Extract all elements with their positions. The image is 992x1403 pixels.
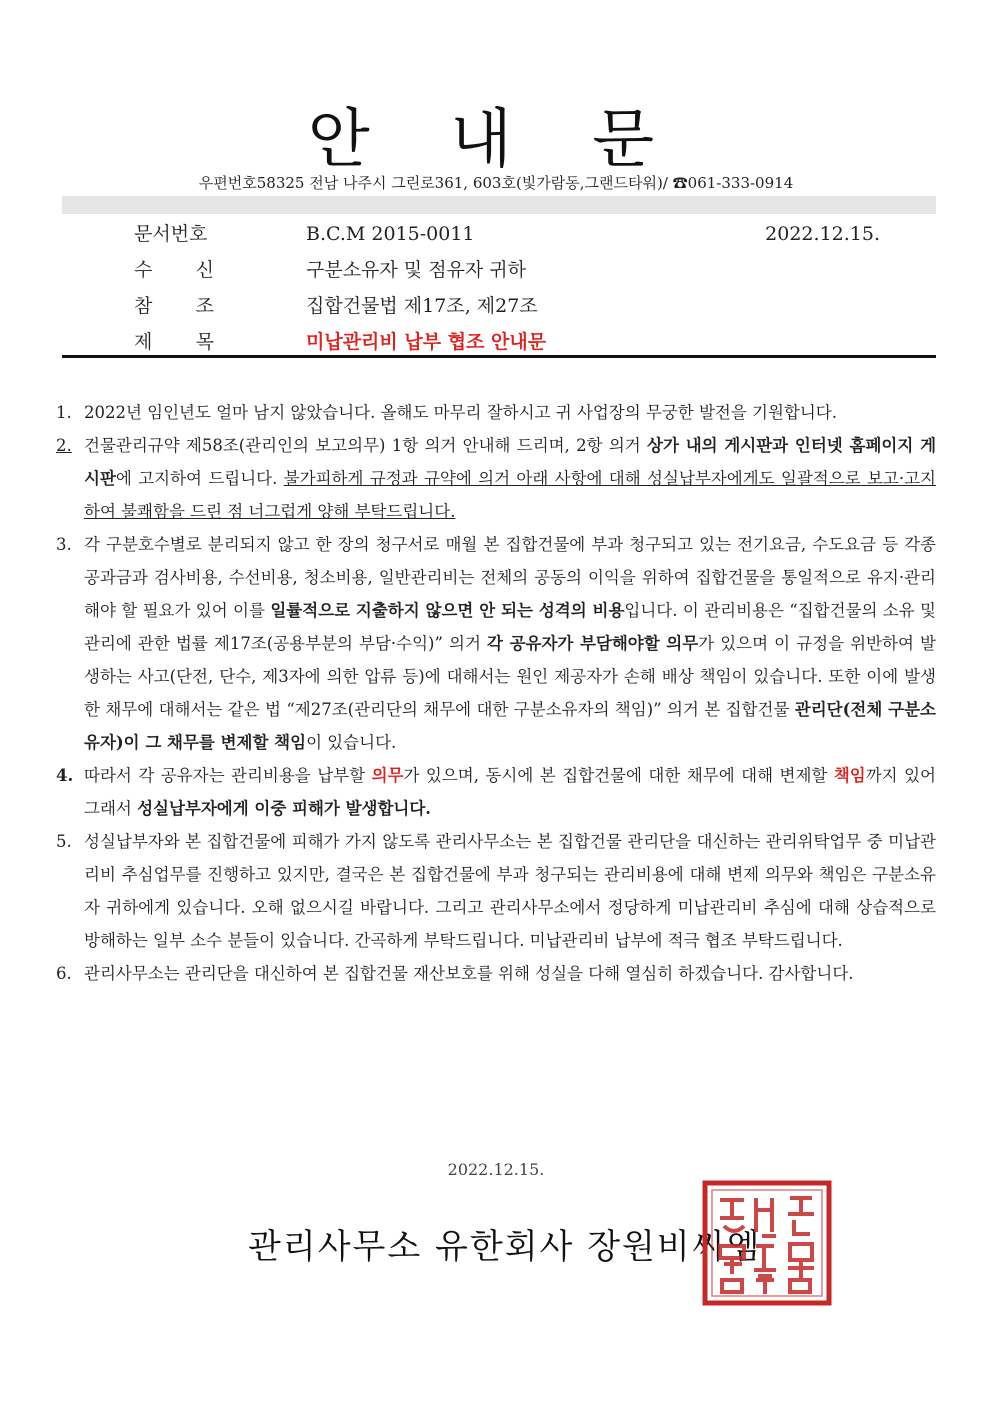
meta-row-recipient (62, 252, 936, 288)
meta-row-doc-no (62, 216, 936, 252)
notice-item-4: 4. 따라서 각 공유자는 관리비용을 납부할 의무가 있으며, 동시에 본 집합건물에 대한 채무에 대해 변제할 책임까지 있어 그래서 성실납부자에게 이중 피해가 발생합니다. (56, 759, 936, 825)
notice-item-5: 5. 성실납부자와 본 집합건물에 피해가 가지 않도록 관리사무소는 본 집합건물 관리단을 대신하는 관리위탁업무 중 미납관리비 추심업무를 진행하고 있지만, 결국은 본 집합건물에 부과 청구되는 관리비용에 대해 변제 의무와 책임은 구분소유자 귀하에게 있습니다. 오해 없으시길 바랍니다. 그리고 관리사무소에서 정당하게 미납관리비 추심에 대해 상습적으로 방해하는 일부 소수 분들이 있습니다. 간곡하게 부탁드립니다. 미납관리비 납부에 적극 협조 부탁드립니다. (56, 825, 936, 957)
doc-no-label: 문서번호 (134, 223, 208, 245)
item-number: 6. (56, 964, 72, 983)
header-band (62, 196, 936, 214)
item-number: 2. (56, 436, 72, 455)
notice-body (56, 396, 936, 990)
item-number: 1. (56, 403, 72, 422)
item-number: 3. (56, 535, 72, 554)
subject-value: 미납관리비 납부 협조 안내문 (306, 331, 547, 353)
notice-item-6: 6. 관리사무소는 관리단을 대신하여 본 집합건물 재산보호를 위해 성실을 다해 열심히 하겠습니다. 감사합니다. (56, 957, 936, 990)
footer-date: 2022.12.15. (447, 1160, 545, 1179)
doc-date: 2022.12.15. (765, 223, 880, 245)
official-seal-stamp (702, 1180, 832, 1306)
meta-row-reference (62, 288, 936, 324)
signer-name: 관리사무소 유한회사 장원비씨엠 (248, 1227, 762, 1267)
doc-no-value: B.C.M 2015-0011 (306, 223, 475, 245)
sender-address: 우편번호58325 전남 나주시 그린로361, 603호(빛가람동,그랜드타워)/ ☎061-333-0914 (198, 174, 794, 192)
recipient-value: 구분소유자 및 점유자 귀하 (306, 259, 527, 281)
document-title: 안 내 문 (307, 103, 685, 177)
notice-item-3: 3. 각 구분호수별로 분리되지 않고 한 장의 청구서로 매월 본 집합건물에 부과 청구되고 있는 전기요금, 수도요금 등 각종 공과금과 검사비용, 수선비용, 청소비용, 일반관리비는 전체의 공동의 이익을 위하여 집합건물을 통일적으로 유지·관리해야 할 필요가 있어 이를 일률적으로 지출하지 않으면 안 되는 성격의 비용입니다. 이 관리비용은 “집합건물의 소유 및 관리에 관한 법률 제17조(공용부분의 부담·수익)” 의거 각 공유자가 부담해야할 의무가 있으며 이 규정을 위반하여 발생하는 사고(단전, 단수, 제3자에 의한 압류 등)에 대해서는 원인 제공자가 손해 배상 책임이 있습니다. 또한 이에 발생한 채무에 대해서는 같은 법 “제27조(관리단의 채무에 대한 구분소유자의 책임)” 의거 본 집합건물 관리단(전체 구분소유자)이 그 채무를 변제할 책임이 있습니다. (56, 528, 936, 759)
document-meta-table (62, 216, 936, 360)
reference-value: 집합건물법 제17조, 제27조 (306, 295, 538, 317)
subject-label: 제 목 (134, 331, 214, 353)
item-number: 4. (56, 766, 74, 785)
reference-label: 참 조 (134, 295, 214, 317)
item-number: 5. (56, 832, 72, 851)
header-divider (62, 355, 936, 358)
recipient-label: 수 신 (134, 259, 214, 281)
notice-item-1: 1. 2022년 임인년도 얼마 남지 않았습니다. 올해도 마무리 잘하시고 귀 사업장의 무궁한 발전을 기원합니다. (56, 396, 936, 429)
notice-item-2: 2. 건물관리규약 제58조(관리인의 보고의무) 1항 의거 안내해 드리며, 2항 의거 상가 내의 게시판과 인터넷 홈페이지 게시판에 고지하여 드립니다. 불가피하게 규정과 규약에 의거 아래 사항에 대해 성실납부자에게도 일괄적으로 보고·고지하여 불쾌함을 드린 점 너그럽게 양해 부탁드립니다. (56, 429, 936, 528)
